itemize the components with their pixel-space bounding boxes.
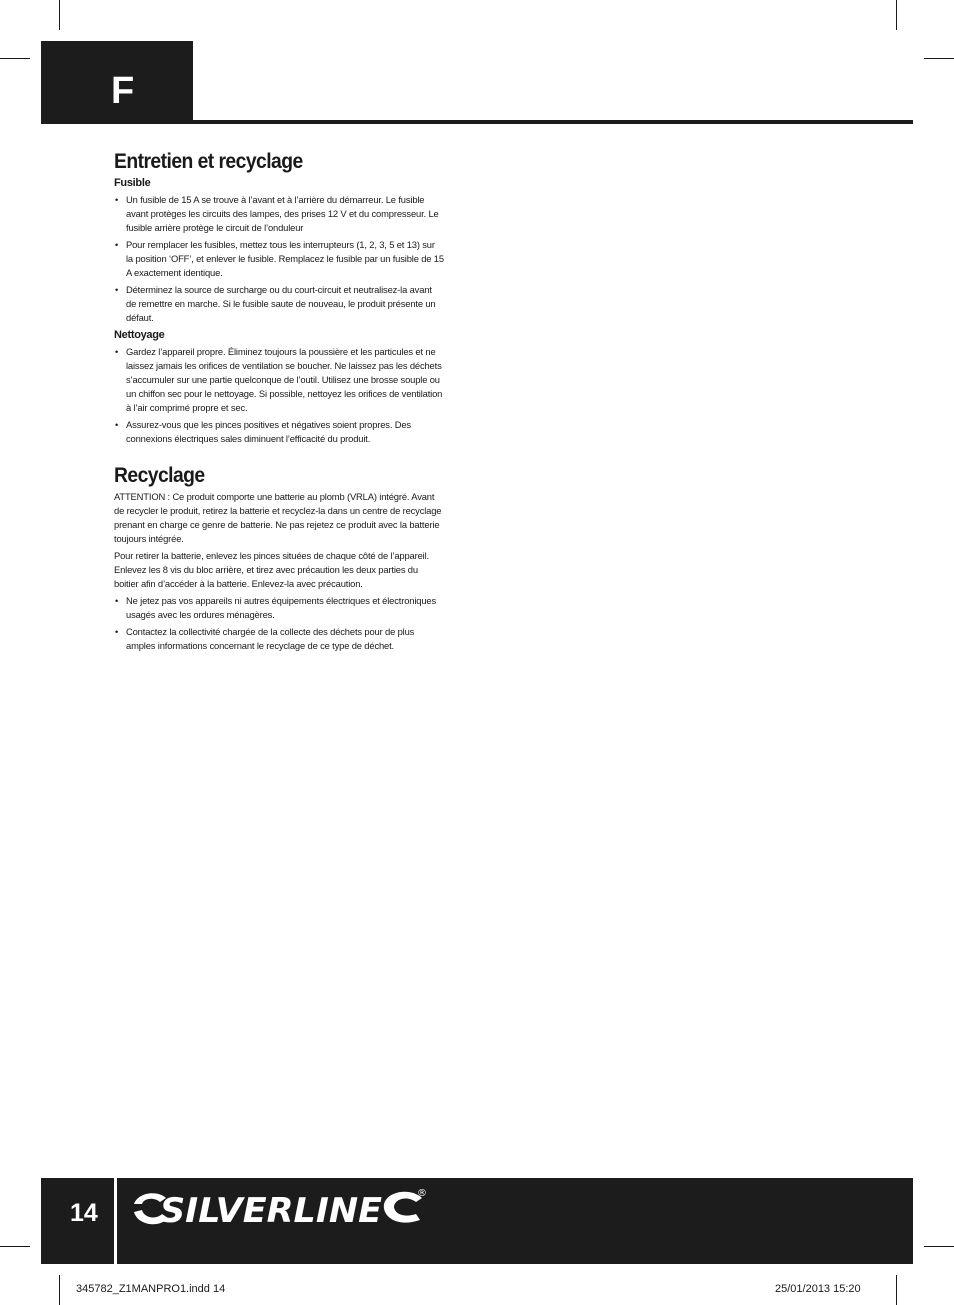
language-tab [41,41,193,124]
recycling-paragraph: Pour retirer la batterie, enlevez les pinces situées de chaque côté de l’appareil. Enlevez les 8 vis du bloc arrière, et tirez avec précaution les deux parties du boitier afin d’accéder à la batterie. Enlevez-la avec précaution. [114,550,429,589]
list-item: • Assurez-vous que les pinces positives et négatives soient propres. Des connexions électriques sales diminuent l’efficacité du produit. [114,418,444,446]
list-item: • Déterminez la source de surcharge ou du court-circuit et neutralisez-la avant de remettre en marche. Si le fusible saute de nouveau, le produit présente un défaut. [114,283,444,325]
file-info: 345782_Z1MANPRO1.indd 14 [76,1283,226,1295]
crop-mark [59,1275,60,1305]
language-code: F [111,70,135,112]
list-item: • Ne jetez pas vos appareils ni autres équipements électriques et électroniques usagés avec les ordures ménagères. [114,594,444,622]
subheading-cleaning: Nettoyage [114,329,165,341]
cleaning-list [114,345,444,446]
brand-wordmark: SILVERLINE [160,1191,382,1231]
registered-mark: ® [417,1188,427,1199]
recycling-paragraph: ATTENTION : Ce produit comporte une batterie au plomb (VRLA) intégré. Avant de recycler le produit, retirez la batterie et recyclez-la dans un centre de recyclage prenant en charge ce genre de batterie. Ne pas rejetez ce produit avec la batterie toujours intégrée. [114,491,442,544]
crop-mark [0,1246,30,1247]
section-title-recycling: Recyclage [114,464,205,487]
main-content [114,148,444,656]
header-rule [41,120,913,124]
list-item: • Contactez la collectivité chargée de la collecte des déchets pour de plus amples informations concernant le recyclage de ce type de déchet. [114,625,444,653]
list-item: • Pour remplacer les fusibles, mettez tous les interrupteurs (1, 2, 3, 5 et 13) sur la position ‘OFF’, et enlever le fusible. Remplacez le fusible par un fusible de 15 A exactement identique. [114,238,444,280]
footer-divider [114,1178,117,1264]
crop-mark [59,0,60,30]
crop-mark [0,58,30,59]
crop-mark [896,1275,897,1305]
page-number: 14 [70,1199,98,1227]
section-title-maintenance: Entretien et recyclage [114,150,303,173]
crop-mark [896,0,897,30]
fuse-list [114,193,444,325]
recycling-list [114,594,444,653]
crop-mark [924,1246,954,1247]
crop-mark [924,58,954,59]
subheading-fuse: Fusible [114,177,151,189]
silverline-logo [130,1184,430,1234]
list-item: • Un fusible de 15 A se trouve à l’avant et à l’arrière du démarreur. Le fusible avant protèges les circuits des lampes, des prises 12 V et du compresseur. Le fusible arrière protège le circuit de l’onduleur [114,193,444,235]
list-item: • Gardez l’appareil propre. Éliminez toujours la poussière et les particules et ne laissez jamais les orifices de ventilation se boucher. Ne laissez pas les déchets s’accumuler sur une partie quelconque de l’outil. Utilisez une brosse souple ou un chiffon sec pour le nettoyage. Si possible, nettoyez les orifices de ventilation à l’air comprimé propre et sec. [114,345,444,415]
print-date: 25/01/2013 15:20 [775,1283,861,1295]
